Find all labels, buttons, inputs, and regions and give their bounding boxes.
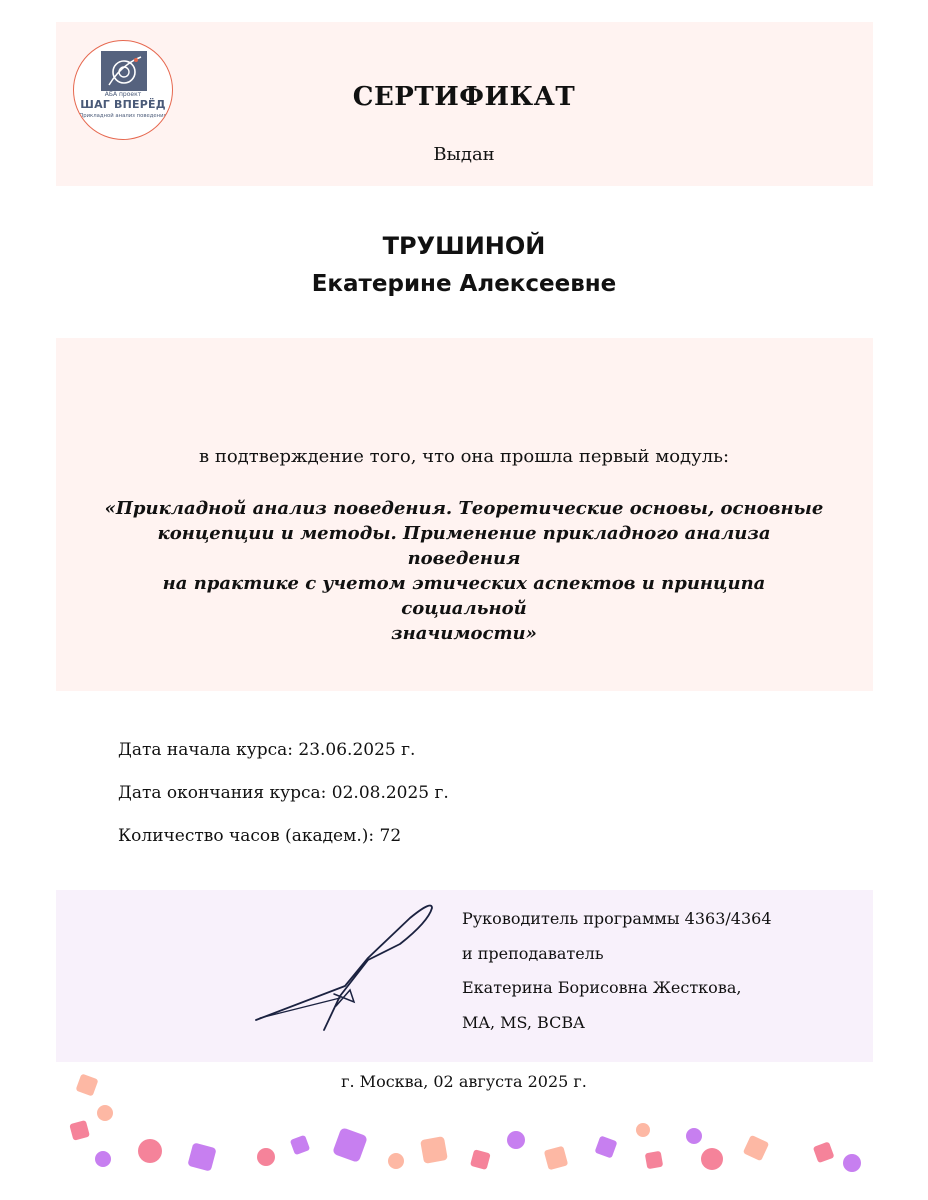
signer-role: и преподаватель: [462, 943, 604, 963]
confetti-dot: [507, 1131, 525, 1149]
confetti-dot: [95, 1151, 111, 1167]
confetti-dot: [843, 1154, 861, 1172]
course-start-date: Дата начала курса: 23.06.2025 г.: [118, 740, 416, 760]
confetti-dot: [686, 1128, 702, 1144]
place-and-date: г. Москва, 02 августа 2025 г.: [341, 1072, 587, 1091]
logo-caption-top: АБА проект: [104, 91, 142, 98]
module-title: [100, 496, 828, 646]
issued-label: Выдан: [433, 144, 495, 165]
module-title-line: «Прикладной анализ поведения. Теоретические основы, основные: [104, 498, 824, 519]
signer-position: Руководитель программы 4363/4364: [462, 909, 772, 928]
confetti-square: [544, 1146, 568, 1170]
module-title-line: концепции и методы. Применение прикладного анализа поведения: [157, 523, 771, 569]
confetti-square: [69, 1120, 90, 1141]
confetti-dot: [97, 1105, 113, 1121]
confetti-dot: [257, 1148, 275, 1166]
confetti-square: [332, 1127, 368, 1163]
confetti-square: [470, 1149, 491, 1170]
confetti-square: [187, 1142, 216, 1171]
course-hours: Количество часов (академ.): 72: [118, 826, 402, 846]
recipient-surname: ТРУШИНОЙ: [382, 232, 546, 260]
handwritten-signature: [250, 894, 440, 1034]
confetti-dot: [636, 1123, 650, 1137]
confetti-square: [813, 1141, 835, 1163]
signer-credentials: MA, MS, BCBA: [462, 1012, 585, 1032]
recipient-given-name: Екатерине Алексеевне: [311, 271, 617, 297]
signer-name: Екатерина Борисовна Жесткова,: [462, 978, 742, 997]
confetti-square: [420, 1136, 448, 1164]
module-title-line: значимости»: [391, 623, 537, 644]
confirmation-text: в подтверждение того, что она прошла первый модуль:: [198, 446, 730, 467]
confetti-dot: [388, 1153, 404, 1169]
confetti-square: [645, 1151, 664, 1170]
logo-caption-bottom: Прикладной анализ поведения: [79, 113, 167, 119]
module-title-line: на практике с учетом этических аспектов и принципа социальной: [162, 573, 766, 619]
course-end-date: Дата окончания курса: 02.08.2025 г.: [118, 783, 449, 803]
logo-brand-name: ШАГ ВПЕРЁД: [80, 98, 166, 111]
confetti-dot: [138, 1139, 162, 1163]
confetti-dot: [701, 1148, 723, 1170]
certificate-title: СЕРТИФИКАТ: [352, 82, 576, 112]
confetti-square: [290, 1135, 311, 1156]
confetti-square: [594, 1135, 617, 1158]
confetti-square: [743, 1135, 770, 1162]
signer-block: [462, 902, 772, 1040]
